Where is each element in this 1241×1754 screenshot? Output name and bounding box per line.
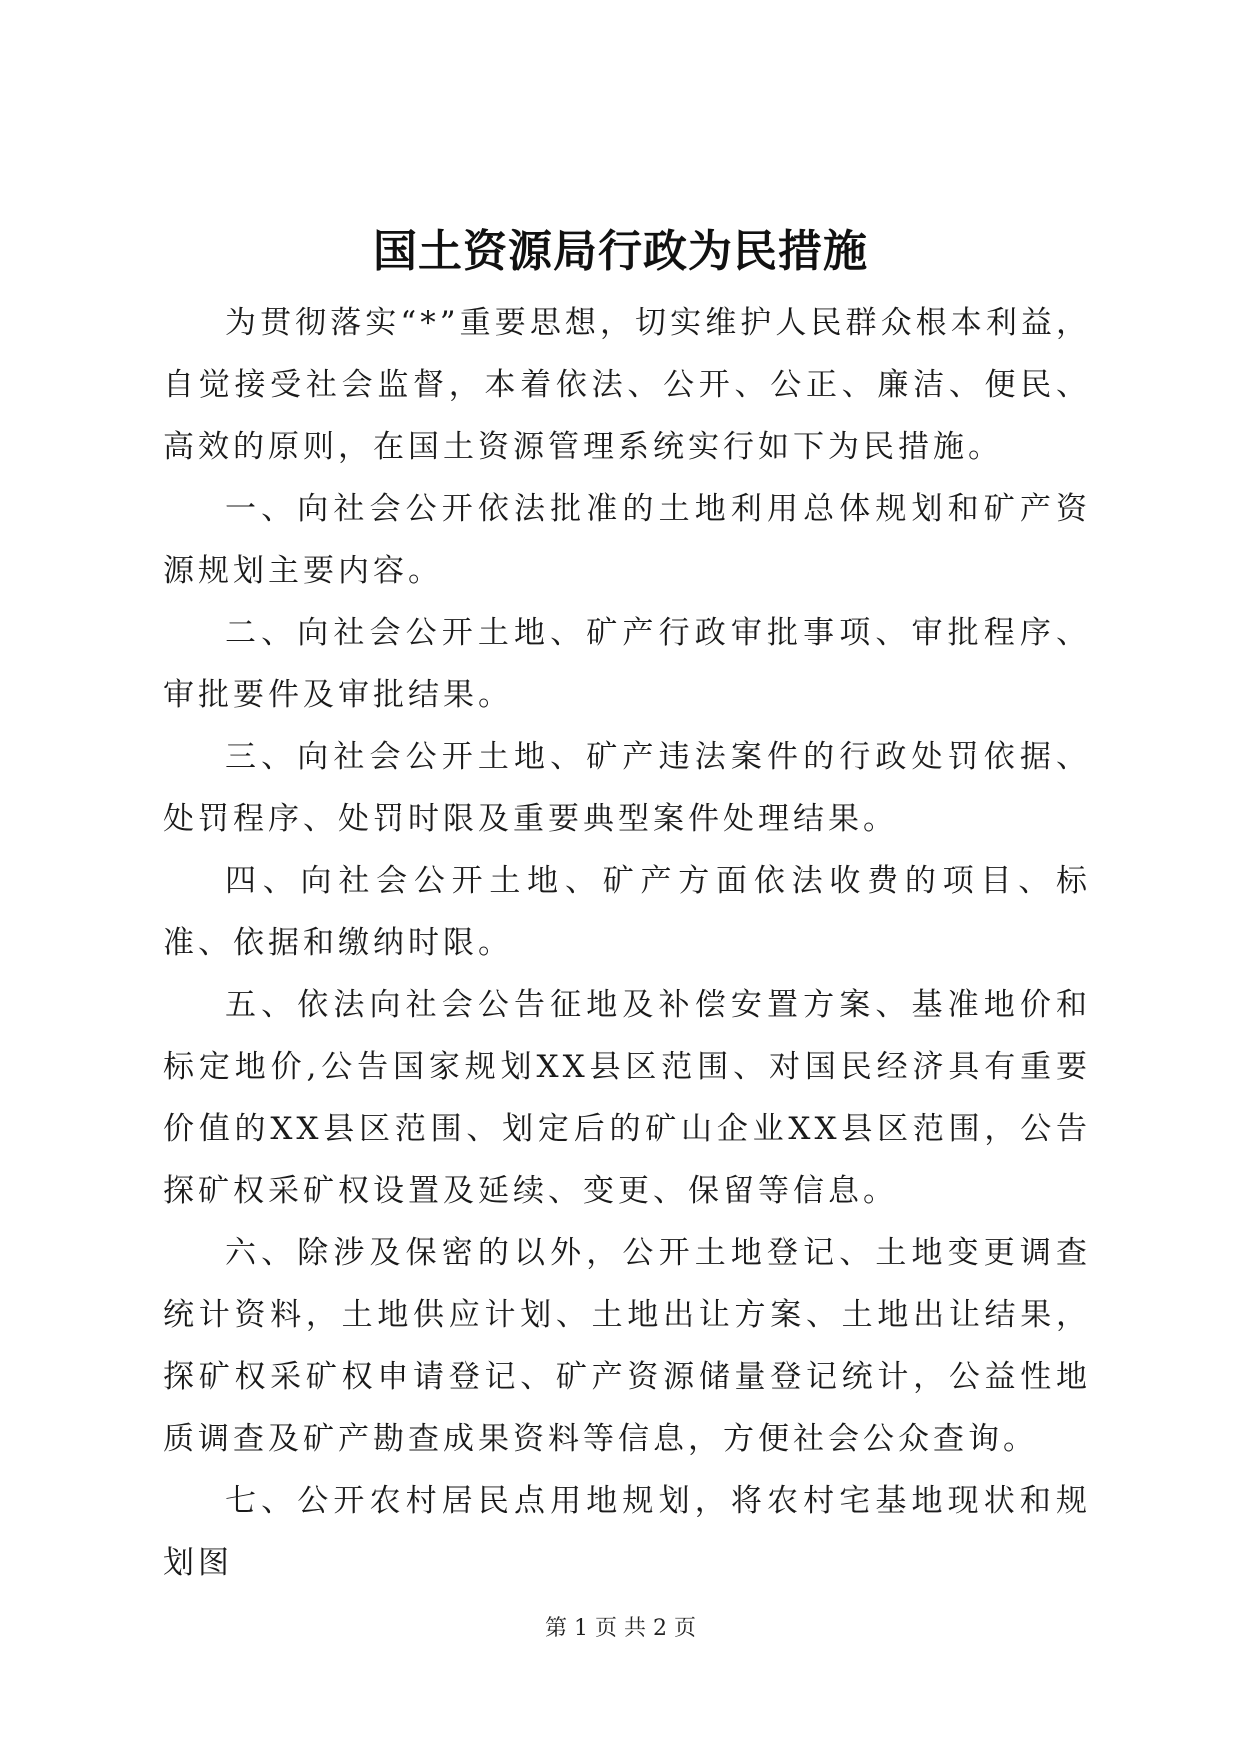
page-number-footer: 第 1 页 共 2 页 (545, 1616, 696, 1641)
paragraph-item-2: 二、向社会公开土地、矿产行政审批事项、审批程序、审批要件及审批结果。 (163, 615, 1091, 713)
document-title: 国土资源局行政为民措施 (373, 226, 868, 277)
paragraph-item-4: 四、向社会公开土地、矿产方面依法收费的项目、标准、依据和缴纳时限。 (163, 863, 1091, 961)
paragraph-item-7: 七、公开农村居民点用地规划，将农村宅基地现状和规划图 (163, 1483, 1091, 1581)
paragraph-item-3: 三、向社会公开土地、矿产违法案件的行政处罚依据、处罚程序、处罚时限及重要典型案件处理结果。 (163, 739, 1091, 837)
paragraph-item-6: 六、除涉及保密的以外，公开土地登记、土地变更调查统计资料，土地供应计划、土地出让方案、土地出让结果，探矿权采矿权申请登记、矿产资源储量登记统计，公益性地质调查及矿产勘查成果资料等信息，方便社会公众查询。 (163, 1235, 1091, 1457)
paragraph-item-5: 五、依法向社会公告征地及补偿安置方案、基准地价和标定地价,公告国家规划XX县区范围、对国民经济具有重要价值的XX县区范围、划定后的矿山企业XX县区范围，公告探矿权采矿权设置及延续、变更、保留等信息。 (163, 987, 1091, 1209)
paragraph-item-1: 一、向社会公开依法批准的土地利用总体规划和矿产资源规划主要内容。 (163, 491, 1091, 589)
paragraph-intro: 为贯彻落实“*”重要思想，切实维护人民群众根本利益，自觉接受社会监督，本着依法、公开、公正、廉洁、便民、高效的原则，在国土资源管理系统实行如下为民措施。 (163, 305, 1091, 465)
document-body (163, 292, 1091, 1594)
